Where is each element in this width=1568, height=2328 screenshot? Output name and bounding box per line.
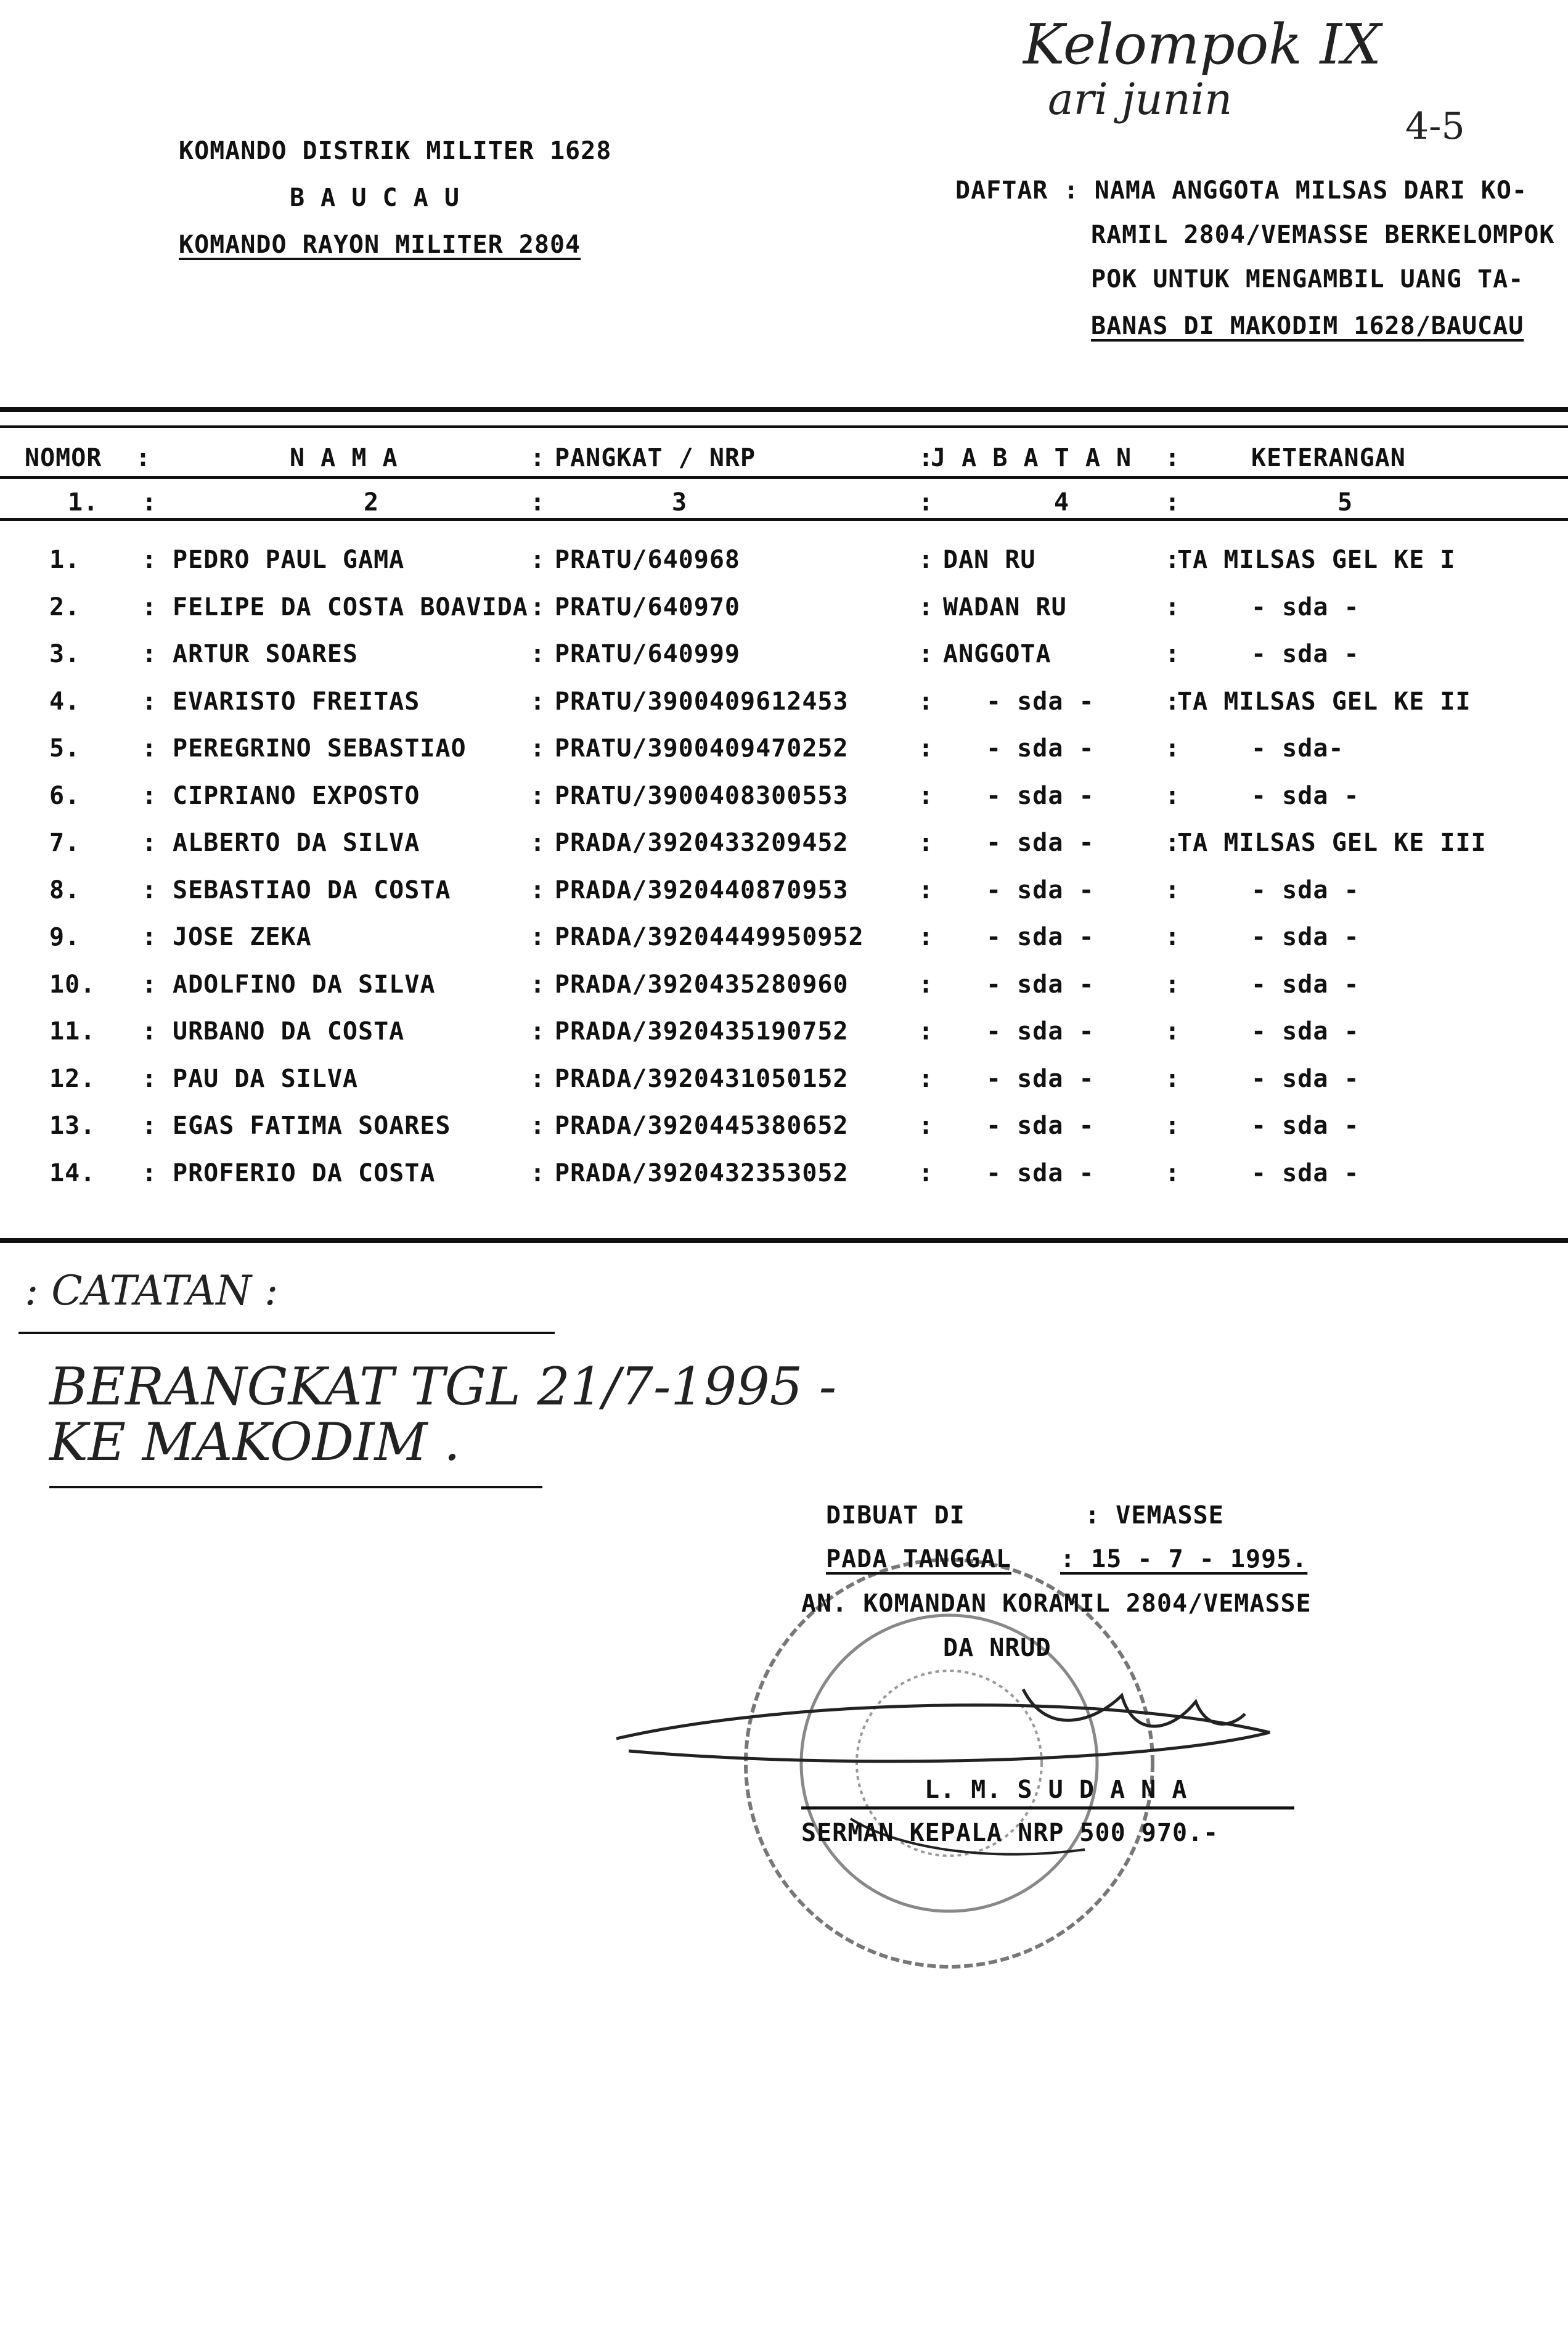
row-pangkat: PRATU/3900409470252 <box>555 734 849 763</box>
colnum-5: 5 <box>1337 488 1354 517</box>
table-top-rule <box>0 407 1568 412</box>
table-row <box>0 1017 1568 1064</box>
table-row <box>0 734 1568 781</box>
row-number: 14. <box>49 1158 96 1187</box>
row-jabatan: DAN RU <box>943 546 1036 574</box>
letterhead-line2: B A U C A U <box>290 184 460 212</box>
colnum-2: 2 <box>364 488 380 517</box>
column-separator: : <box>530 1017 546 1046</box>
column-separator: : <box>918 829 934 857</box>
column-separator: : <box>530 875 546 904</box>
header-pangkat: PANGKAT / NRP <box>555 444 756 472</box>
column-separator: : <box>1165 546 1181 574</box>
table-row <box>0 923 1568 970</box>
column-separator: : <box>142 546 158 574</box>
row-pangkat: PRADA/3920440870953 <box>555 875 849 904</box>
column-separator: : <box>530 640 546 668</box>
row-nama: URBANO DA COSTA <box>173 1017 405 1046</box>
column-separator: : <box>142 592 158 621</box>
column-separator: : <box>1165 829 1181 857</box>
column-separator: : <box>530 923 546 951</box>
row-jabatan: - sda - <box>986 970 1095 999</box>
signature-rule <box>801 1806 1294 1810</box>
column-separator: : <box>142 687 158 716</box>
row-keterangan: TA MILSAS GEL KE II <box>1177 687 1471 716</box>
note-line1: BERANGKAT TGL 21/7-1995 - <box>49 1356 837 1417</box>
date-value: : 15 - 7 - 1995. <box>1060 1545 1308 1573</box>
header-nama: N A M A <box>290 444 398 472</box>
column-separator: : <box>918 734 934 763</box>
table-header-row: NOMOR : N A M A : PANGKAT / NRP : J A B A T A N : KETERANGAN <box>25 444 1406 472</box>
column-separator: : <box>530 781 546 810</box>
column-separator: : <box>530 546 546 574</box>
column-separator: : <box>142 923 158 951</box>
column-separator: : <box>1165 640 1181 668</box>
date-label: PADA TANGGAL <box>826 1545 1011 1573</box>
column-separator: : <box>530 970 546 999</box>
row-pangkat: PRATU/640968 <box>555 546 740 574</box>
row-number: 13. <box>49 1112 96 1140</box>
column-separator: : <box>918 592 934 621</box>
header-nomor: NOMOR <box>25 444 102 472</box>
row-keterangan: - sda - <box>1251 592 1360 621</box>
row-jabatan: - sda - <box>986 1064 1095 1093</box>
row-number: 9. <box>49 923 81 951</box>
row-pangkat: PRATU/640999 <box>555 640 740 668</box>
row-keterangan: - sda - <box>1251 781 1360 810</box>
column-separator: : <box>530 687 546 716</box>
letterhead-line3: KOMANDO RAYON MILITER 2804 <box>179 231 581 259</box>
row-pangkat: PRADA/3920445380652 <box>555 1112 849 1140</box>
column-separator: : <box>1165 781 1181 810</box>
column-separator: : <box>142 1112 158 1140</box>
row-keterangan: - sda - <box>1251 1158 1360 1187</box>
row-jabatan: - sda - <box>986 829 1095 857</box>
row-keterangan: - sda - <box>1251 1112 1360 1140</box>
column-separator: : <box>1165 970 1181 999</box>
column-separator: : <box>142 970 158 999</box>
row-keterangan: - sda - <box>1251 923 1360 951</box>
row-number: 5. <box>49 734 81 763</box>
row-number: 3. <box>49 640 81 668</box>
column-separator: : <box>1165 923 1181 951</box>
row-pangkat: PRADA/3920435190752 <box>555 1017 849 1046</box>
subject-line3: POK UNTUK MENGAMBIL UANG TA- <box>1091 265 1524 293</box>
column-separator: : <box>142 781 158 810</box>
column-separator: : <box>142 829 158 857</box>
column-separator: : <box>918 1158 934 1187</box>
row-keterangan: - sda - <box>1251 875 1360 904</box>
row-keterangan: - sda - <box>1251 1064 1360 1093</box>
row-jabatan: - sda - <box>986 687 1095 716</box>
row-keterangan: - sda- <box>1251 734 1344 763</box>
table-row <box>0 1065 1568 1112</box>
signatory-name: L. M. S U D A N A <box>925 1776 1188 1804</box>
colnum-4: 4 <box>1054 488 1070 517</box>
row-jabatan: - sda - <box>986 875 1095 904</box>
row-keterangan: - sda - <box>1251 640 1360 668</box>
column-separator: : <box>918 970 934 999</box>
column-separator: : <box>530 1112 546 1140</box>
row-pangkat: PRATU/3900408300553 <box>555 781 849 810</box>
row-nama: PEREGRINO SEBASTIAO <box>173 734 467 763</box>
row-keterangan: TA MILSAS GEL KE I <box>1177 546 1456 574</box>
made-at-label: DIBUAT DI <box>826 1501 965 1530</box>
row-jabatan: - sda - <box>986 1017 1095 1046</box>
row-nama: PAU DA SILVA <box>173 1064 358 1093</box>
note-bottom-rule <box>49 1486 542 1488</box>
row-nama: SEBASTIAO DA COSTA <box>173 875 451 904</box>
row-keterangan: TA MILSAS GEL KE III <box>1177 829 1487 857</box>
header-jabatan: J A B A T A N <box>931 444 1132 472</box>
column-separator: : <box>142 1158 158 1187</box>
subject-line2: RAMIL 2804/VEMASSE BERKELOMPOK <box>1091 221 1555 249</box>
note-line2: KE MAKODIM . <box>49 1412 460 1472</box>
handwritten-subnote: ari junin <box>1048 74 1233 125</box>
row-nama: CIPRIANO EXPOSTO <box>173 781 420 810</box>
letterhead-line1: KOMANDO DISTRIK MILITER 1628 <box>179 137 612 165</box>
row-nama: PROFERIO DA COSTA <box>173 1158 436 1187</box>
row-number: 11. <box>49 1017 96 1046</box>
header-keterangan: KETERANGAN <box>1251 444 1406 472</box>
table-row <box>0 640 1568 687</box>
column-separator: : <box>530 829 546 857</box>
column-separator: : <box>918 781 934 810</box>
row-number: 10. <box>49 970 96 999</box>
column-separator: : <box>142 875 158 904</box>
row-number: 4. <box>49 687 81 716</box>
column-separator: : <box>1165 1017 1181 1046</box>
column-separator: : <box>1165 687 1181 716</box>
row-number: 6. <box>49 781 81 810</box>
column-separator: : <box>918 1112 934 1140</box>
column-separator: : <box>918 687 934 716</box>
row-nama: ARTUR SOARES <box>173 640 358 668</box>
row-number: 8. <box>49 875 81 904</box>
column-separator: : <box>1165 734 1181 763</box>
row-jabatan: ANGGOTA <box>943 640 1051 668</box>
table-row <box>0 1159 1568 1206</box>
note-rule <box>18 1332 555 1334</box>
table-row <box>0 829 1568 875</box>
subject-line4: BANAS DI MAKODIM 1628/BAUCAU <box>1091 312 1524 340</box>
column-separator: : <box>1165 1112 1181 1140</box>
row-number: 7. <box>49 829 81 857</box>
column-separator: : <box>918 1064 934 1093</box>
column-separator: : <box>142 1017 158 1046</box>
column-separator: : <box>918 546 934 574</box>
colnum-1: 1. <box>68 488 99 517</box>
row-nama: EGAS FATIMA SOARES <box>173 1112 451 1140</box>
column-separator: : <box>1165 1158 1181 1187</box>
made-at-value: : VEMASSE <box>1085 1501 1224 1530</box>
table-row <box>0 1112 1568 1158</box>
row-keterangan: - sda - <box>1251 970 1360 999</box>
row-number: 2. <box>49 592 81 621</box>
column-separator: : <box>530 1158 546 1187</box>
page-reference: 4-5 <box>1405 105 1465 148</box>
row-pangkat: PRATU/640970 <box>555 592 740 621</box>
subject-line1: DAFTAR : NAMA ANGGOTA MILSAS DARI KO- <box>955 176 1528 205</box>
column-separator: : <box>918 923 934 951</box>
column-separator: : <box>1165 1064 1181 1093</box>
table-row <box>0 546 1568 592</box>
row-number: 12. <box>49 1064 96 1093</box>
column-separator: : <box>918 640 934 668</box>
row-pangkat: PRADA/3920433209452 <box>555 829 849 857</box>
signatory-title-line2: DA NRUD <box>943 1634 1051 1662</box>
table-bottom-rule <box>0 1238 1568 1243</box>
row-jabatan: WADAN RU <box>943 592 1067 621</box>
row-jabatan: - sda - <box>986 781 1095 810</box>
column-separator: : <box>530 734 546 763</box>
row-number: 1. <box>49 546 81 574</box>
row-nama: JOSE ZEKA <box>173 923 312 951</box>
colnum-3: 3 <box>672 488 688 517</box>
row-pangkat: PRADA/3920435280960 <box>555 970 849 999</box>
handwritten-group-label: Kelompok IX <box>1023 12 1381 77</box>
table-colnum-row: 1. : 2 : 3 : 4 : 5 <box>68 488 1354 517</box>
row-jabatan: - sda - <box>986 734 1095 763</box>
signatory-title: AN. KOMANDAN KORAMIL 2804/VEMASSE <box>801 1589 1312 1618</box>
row-pangkat: PRADA/3920432353052 <box>555 1158 849 1187</box>
table-top-rule-thin <box>0 425 1568 428</box>
column-separator: : <box>918 1017 934 1046</box>
row-pangkat: PRADA/39204449950952 <box>555 923 864 951</box>
table-row <box>0 970 1568 1017</box>
column-separator: : <box>918 875 934 904</box>
note-heading: : CATATAN : <box>25 1267 279 1314</box>
row-nama: FELIPE DA COSTA BOAVIDA <box>173 592 528 621</box>
column-separator: : <box>142 734 158 763</box>
column-separator: : <box>1165 592 1181 621</box>
table-row <box>0 687 1568 734</box>
column-separator: : <box>530 1064 546 1093</box>
table-row <box>0 876 1568 923</box>
row-jabatan: - sda - <box>986 1158 1095 1187</box>
row-pangkat: PRADA/3920431050152 <box>555 1064 849 1093</box>
row-pangkat: PRATU/3900409612453 <box>555 687 849 716</box>
row-jabatan: - sda - <box>986 923 1095 951</box>
row-nama: PEDRO PAUL GAMA <box>173 546 405 574</box>
column-separator: : <box>530 592 546 621</box>
row-nama: EVARISTO FREITAS <box>173 687 420 716</box>
table-row <box>0 782 1568 829</box>
signatory-rank: SERMAN KEPALA NRP 500 970.- <box>801 1819 1219 1847</box>
row-nama: ALBERTO DA SILVA <box>173 829 420 857</box>
column-separator: : <box>142 640 158 668</box>
row-jabatan: - sda - <box>986 1112 1095 1140</box>
table-row <box>0 593 1568 640</box>
row-nama: ADOLFINO DA SILVA <box>173 970 436 999</box>
column-separator: : <box>142 1064 158 1093</box>
row-keterangan: - sda - <box>1251 1017 1360 1046</box>
column-separator: : <box>1165 875 1181 904</box>
